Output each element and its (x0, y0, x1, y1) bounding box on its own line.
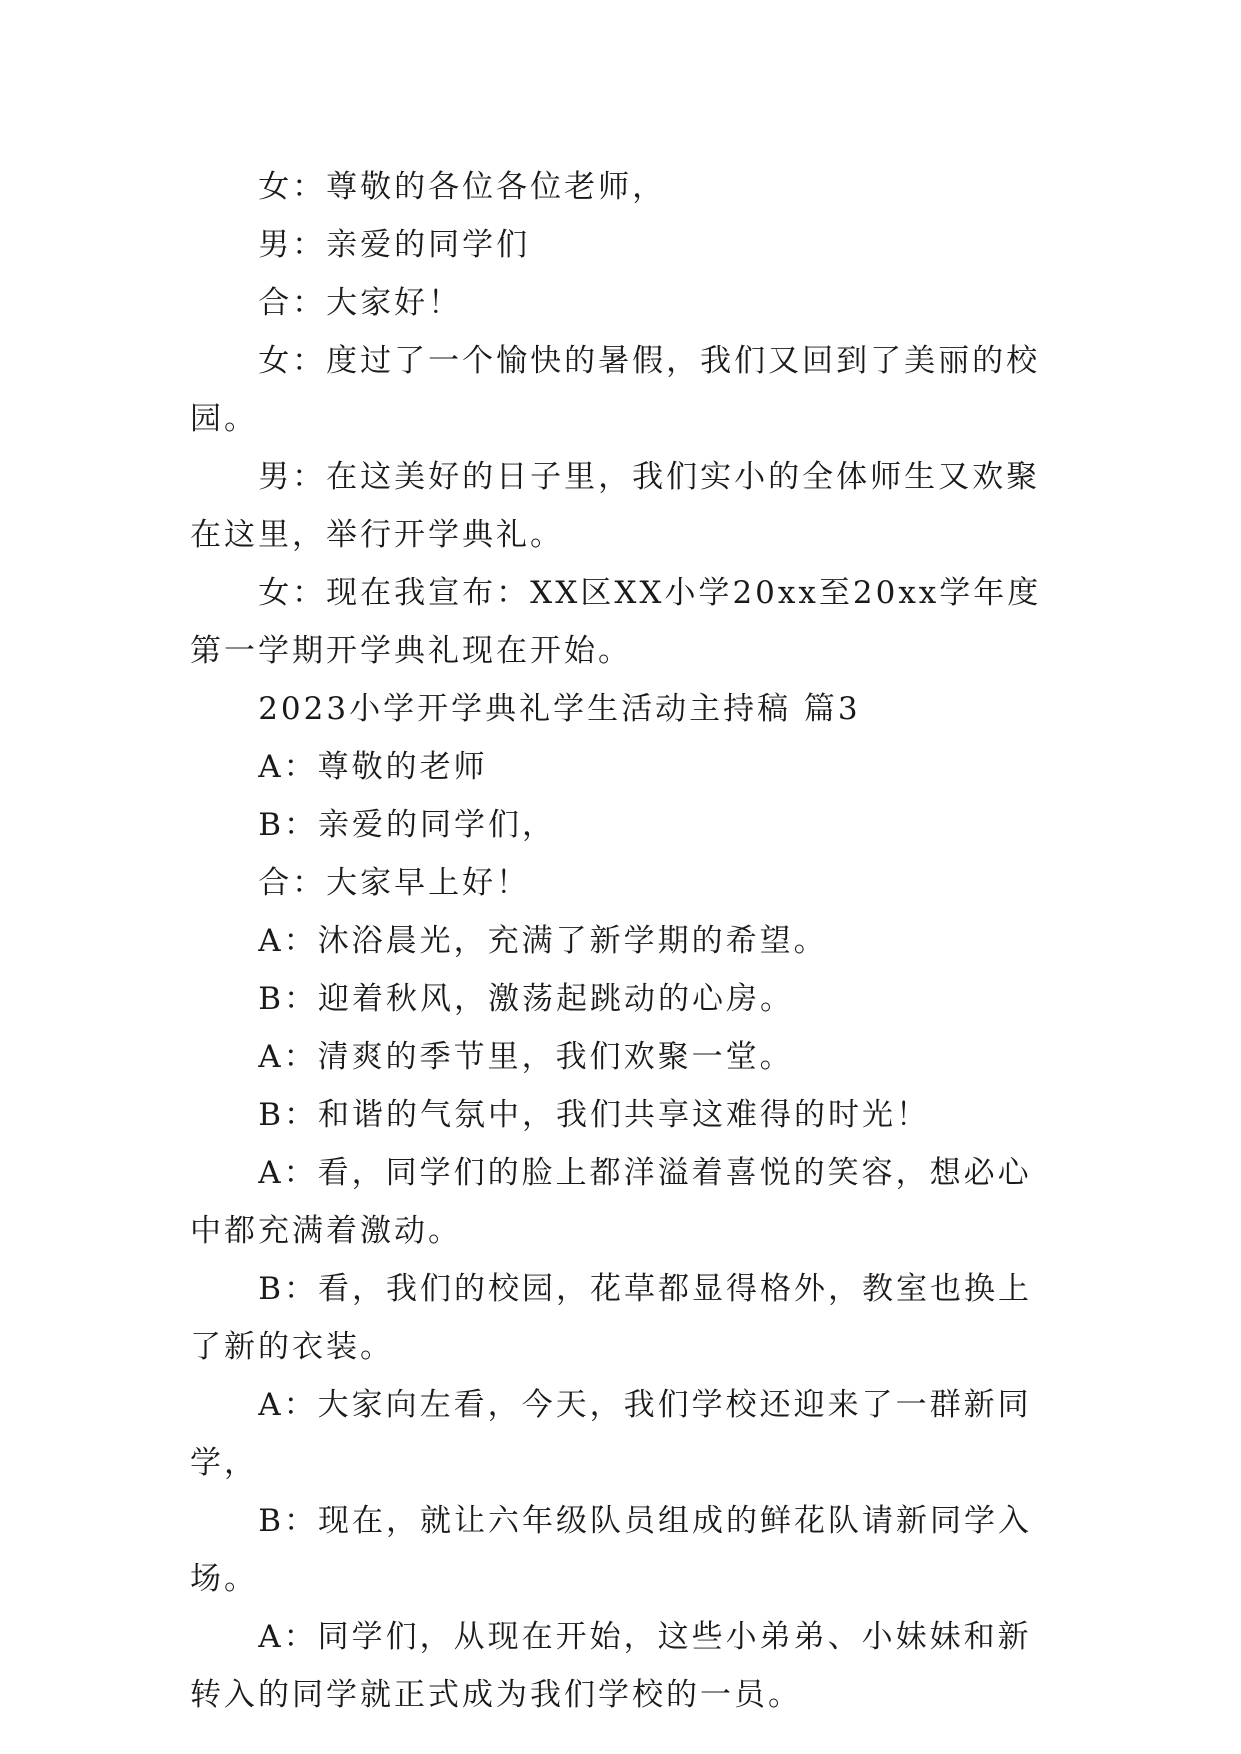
paragraph: B：迎着秋风，激荡起跳动的心房。 (258, 981, 794, 1017)
paragraph: B：现在，就让六年级队员组成的鲜花队请新同学入场。 (190, 1503, 1032, 1597)
paragraph: 男：在这美好的日子里，我们实小的全体师生又欢聚在这里，举行开学典礼。 (190, 459, 1041, 553)
paragraph: 合：大家好！ (258, 285, 463, 321)
paragraph: A：清爽的季节里，我们欢聚一堂。 (258, 1039, 794, 1075)
paragraph: B：和谐的气氛中，我们共享这难得的时光！ (258, 1097, 930, 1133)
document-body (190, 158, 1052, 1724)
paragraph: A：尊敬的老师 (258, 749, 488, 785)
paragraph: 女：现在我宣布：XX区XX小学20xx至20xx学年度第一学期开学典礼现在开始。 (190, 575, 1042, 669)
section-heading: 2023小学开学典礼学生活动主持稿 篇3 (258, 691, 861, 727)
paragraph: B：看，我们的校园，花草都显得格外，教室也换上了新的衣装。 (190, 1271, 1032, 1365)
paragraph: 合：大家早上好！ (258, 865, 531, 901)
paragraph: A：沐浴晨光，充满了新学期的希望。 (258, 923, 828, 959)
paragraph: A：同学们，从现在开始，这些小弟弟、小妹妹和新转入的同学就正式成为我们学校的一员。 (190, 1619, 1032, 1713)
paragraph: 女：尊敬的各位各位老师， (258, 169, 667, 205)
paragraph: A：大家向左看，今天，我们学校还迎来了一群新同学， (190, 1387, 1032, 1481)
paragraph: 男：亲爱的同学们 (258, 227, 531, 263)
paragraph: A：看，同学们的脸上都洋溢着喜悦的笑容，想必心中都充满着激动。 (190, 1155, 1032, 1249)
paragraph: B：亲爱的同学们， (258, 807, 556, 843)
paragraph: 女：度过了一个愉快的暑假，我们又回到了美丽的校园。 (190, 343, 1041, 437)
